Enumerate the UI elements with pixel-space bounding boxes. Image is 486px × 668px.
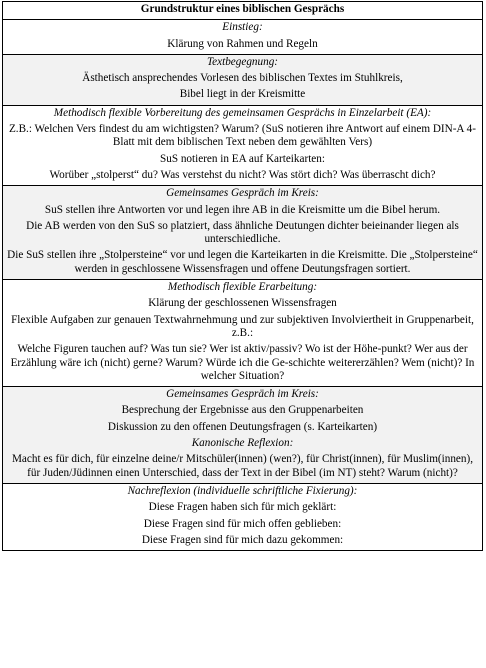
section-cell <box>3 483 483 550</box>
section-row <box>3 20 483 55</box>
section-heading: Einstieg: <box>222 21 263 34</box>
section-row <box>3 483 483 550</box>
section-paragraph: Diese Fragen sind für mich offen geblieben: <box>143 517 342 530</box>
section-paragraph: Klärung der geschlossenen Wissensfragen <box>148 297 337 310</box>
section-paragraph: Diese Fragen haben sich für mich geklärt: <box>148 501 337 514</box>
section-cell <box>3 280 483 387</box>
section-paragraph: Die SuS stellen ihre „Stolpersteine“ vor und legen die Karteikarten in die Kreismitte. Die „Stolpersteine“ werden in geschlossene Wissensfragen und offene Deutungsfragen sortiert. <box>7 249 478 275</box>
section-heading: Methodisch flexible Vorbereitung des gemeinsamen Gesprächs in Einzelarbeit (EA): <box>53 106 432 119</box>
section-paragraph: Worüber „stolperst“ du? Was verstehst du nicht? Was stört dich? Was überrascht dich? <box>49 168 436 181</box>
section-heading: Gemeinsames Gespräch im Kreis: <box>166 388 319 401</box>
section-cell <box>3 387 483 484</box>
section-paragraph: Klärung von Rahmen und Regeln <box>167 37 318 50</box>
section-row <box>3 54 483 105</box>
section-cell <box>3 20 483 55</box>
section-row <box>3 105 483 185</box>
section-heading: Nachreflexion (individuelle schriftliche Fixierung): <box>127 484 358 497</box>
title-row <box>3 2 483 20</box>
section-row <box>3 186 483 280</box>
section-cell <box>3 105 483 185</box>
section-row <box>3 280 483 387</box>
section-paragraph: Z.B.: Welchen Vers findest du am wichtigsten? Warum? (SuS notieren ihre Antwort auf einem DIN-A 4-Blatt mit dem biblischen Text neben dem gewählten Vers) <box>8 123 477 149</box>
section-paragraph: Welche Figuren tauchen auf? Was tun sie? Wer ist aktiv/passiv? Wo ist der Höhe-punkt? Wer aus der Erzählung wäre ich (nicht) gerne? Warum? Würde ich die Ge-schichte weitererzählen? Wem (nicht)? In welcher Situation? <box>10 343 475 382</box>
section-paragraph: Besprechung der Ergebnisse aus den Gruppenarbeiten <box>121 404 364 417</box>
section-paragraph: Bibel liegt in der Kreismitte <box>179 88 306 101</box>
section-paragraph: Diese Fragen sind für mich dazu gekommen: <box>141 533 344 546</box>
section-heading: Gemeinsames Gespräch im Kreis: <box>166 187 319 200</box>
section-subheading: Kanonische Reflexion: <box>191 437 294 450</box>
section-paragraph: SuS notieren in EA auf Karteikarten: <box>160 152 325 165</box>
section-heading: Textbegegnung: <box>206 55 279 68</box>
section-heading: Methodisch flexible Erarbeitung: <box>167 281 318 294</box>
section-paragraph: Flexible Aufgaben zur genauen Textwahrnehmung und zur subjektiven Involviertheit in Gruppenarbeit, z.B.: <box>11 313 474 339</box>
section-paragraph: SuS stellen ihre Antworten vor und legen ihre AB in die Kreismitte um die Bibel herum. <box>44 203 441 216</box>
table-title: Grundstruktur eines biblischen Gesprächs <box>3 2 483 20</box>
section-paragraph: Die AB werden von den SuS so platziert, dass ähnliche Deutungen dichter beieinander liegen als unterschiedliche. <box>26 219 459 246</box>
section-cell <box>3 54 483 105</box>
section-row <box>3 387 483 484</box>
section-paragraph: Macht es für dich, für einzelne deine/r Mitschüler(innen) (wen?), für Christ(innen), für Muslim(innen), für Juden/Jüdinnen einen Unterschied, dass der Text in der Bibel (im NT) steht? Warum (nicht)? <box>11 453 474 479</box>
structure-table-body <box>3 2 483 551</box>
section-paragraph: Diskussion zu den offenen Deutungsfragen (s. Karteikarten) <box>107 420 378 433</box>
structure-table <box>2 1 483 551</box>
section-cell <box>3 186 483 280</box>
section-paragraph: Ästhetisch ansprechendes Vorlesen des biblischen Textes im Stuhlkreis, <box>82 72 403 85</box>
